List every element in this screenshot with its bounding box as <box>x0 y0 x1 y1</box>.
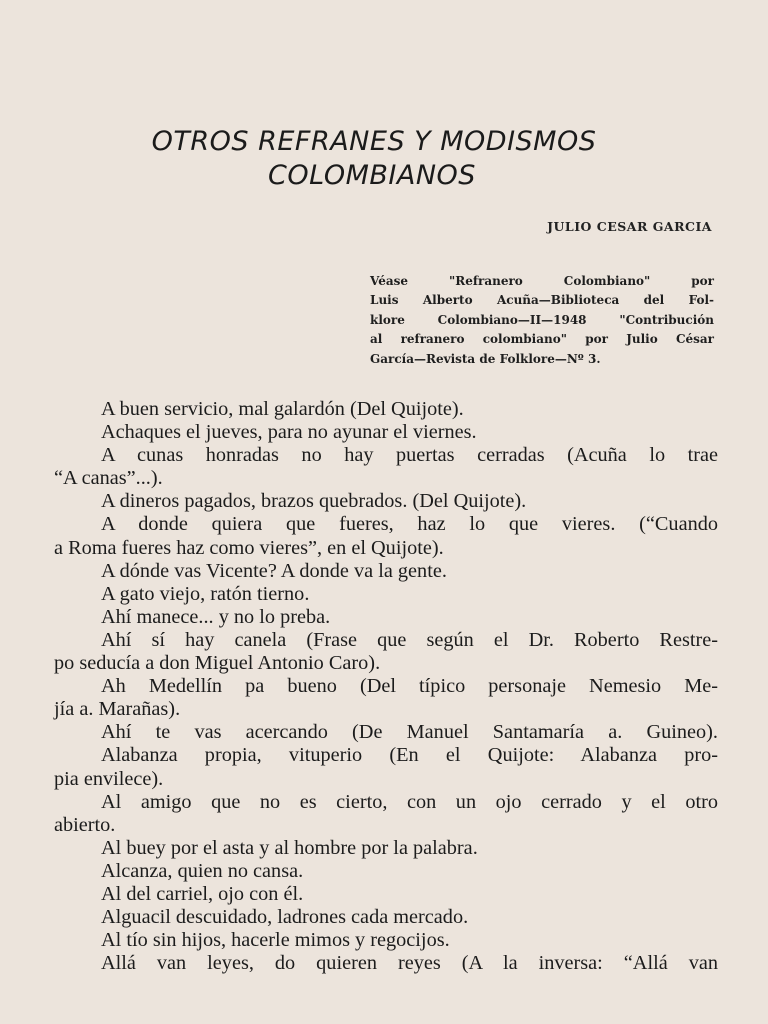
body-line: abierto. <box>54 813 116 836</box>
body-line: Ah Medellín pa bueno (Del típico personaje Nemesio Me- <box>101 675 718 698</box>
body-line: A dineros pagados, brazos quebrados. (Del Quijote). <box>101 490 527 513</box>
body-line: Ahí te vas acercando (De Manuel Santamaría a. Guineo). <box>101 721 718 744</box>
body-line: Alabanza propia, vituperio (En el Quijote: Alabanza pro- <box>101 744 718 767</box>
body-line: “A canas”...). <box>54 467 163 490</box>
body-line: Ahí sí hay canela (Frase que según el Dr. Roberto Restre- <box>101 628 718 651</box>
body-line: Al tío sin hijos, hacerle mimos y regocijos. <box>101 929 450 952</box>
body-line: jía a. Marañas). <box>54 698 181 721</box>
body-line: Achaques el jueves, para no ayunar el viernes. <box>101 421 477 444</box>
body-line: Alguacil descuidado, ladrones cada mercado. <box>101 906 469 929</box>
proverb-list <box>54 398 718 975</box>
body-line: Al buey por el asta y al hombre por la palabra. <box>101 836 478 859</box>
note-line: al refranero colombiano" por Julio César <box>370 332 714 347</box>
title-line-2: COLOMBIANOS <box>268 160 476 191</box>
note-line: García—Revista de Folklore—Nº 3. <box>370 351 601 366</box>
note-line: Luis Alberto Acuña—Biblioteca del Fol- <box>370 293 714 308</box>
body-line: A dónde vas Vicente? A donde va la gente. <box>101 559 447 582</box>
author-name: JULIO CESAR GARCIA <box>547 219 712 234</box>
title-line-1: OTROS REFRANES Y MODISMOS <box>151 126 597 157</box>
note-line: klore Colombiano—II—1948 "Contribución <box>370 312 714 327</box>
body-line: Allá van leyes, do quieren reyes (A la inversa: “Allá van <box>101 952 718 975</box>
note-line: Véase "Refranero Colombiano" por <box>370 274 714 288</box>
reference-note <box>370 272 714 369</box>
body-line: a Roma fueres haz como vieres”, en el Quijote). <box>54 536 444 559</box>
body-line: A donde quiera que fueres, haz lo que vieres. (“Cuando <box>101 513 718 536</box>
body-line: A buen servicio, mal galardón (Del Quijote). <box>101 398 464 420</box>
body-line: Ahí manece... y no lo preba. <box>101 605 331 628</box>
body-line: Al del carriel, ojo con él. <box>101 882 304 905</box>
body-line: pia envilece). <box>54 767 164 790</box>
body-line: A cunas honradas no hay puertas cerradas (Acuña lo trae <box>101 444 718 467</box>
body-line: po seducía a don Miguel Antonio Caro). <box>54 652 381 675</box>
body-line: A gato viejo, ratón tierno. <box>101 582 310 605</box>
body-line: Al amigo que no es cierto, con un ojo cerrado y el otro <box>101 790 718 813</box>
body-line: Alcanza, quien no cansa. <box>101 859 304 882</box>
